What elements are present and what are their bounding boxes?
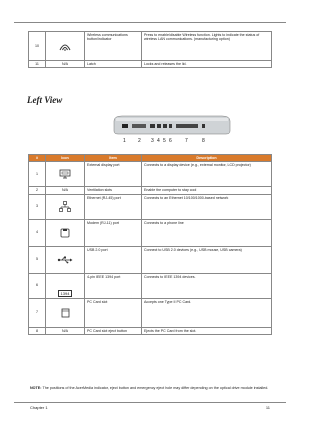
callout-6: 6 — [169, 138, 172, 144]
note-text: The positions of the AcerMedia indicator, eject button and emergency eject hole may differ depending on the optical drive module installed. — [42, 386, 269, 390]
pc-card-icon — [46, 298, 85, 327]
item-label: External display port — [85, 162, 142, 187]
row-number: 8 — [29, 327, 46, 334]
row-number: 11 — [29, 61, 46, 68]
callout-7: 7 — [185, 138, 188, 144]
item-description: Locks and releases the lid. — [142, 61, 272, 68]
row-number: 3 — [29, 194, 46, 219]
row-number: 6 — [29, 273, 46, 298]
item-label: Wireless communications button/indicator — [85, 32, 142, 61]
item-label: Latch — [85, 61, 142, 68]
item-description: Ejects the PC Card from the slot. — [142, 327, 272, 334]
item-label: 4-pin IEEE 1394 port — [85, 273, 142, 298]
callout-4: 4 — [157, 138, 160, 144]
item-label: USB 2.0 port — [85, 246, 142, 273]
row-number: 2 — [29, 187, 46, 194]
item-description: Connects to a phone line — [142, 219, 272, 246]
item-label: Ventilation slots — [85, 187, 142, 194]
callout-8: 8 — [202, 138, 205, 144]
header-item: Item — [85, 155, 142, 162]
table-row — [29, 61, 272, 68]
ethernet-icon — [46, 194, 85, 219]
table-row — [29, 32, 272, 61]
laptop-left-view-image — [110, 111, 232, 145]
item-description: Accepts one Type II PC Card. — [142, 298, 272, 327]
section-title: Left View — [27, 95, 63, 105]
header-icon: Icon — [46, 155, 85, 162]
table-row — [29, 246, 272, 273]
bottom-rule — [14, 402, 286, 403]
ieee1394-icon — [46, 273, 85, 298]
top-rule — [14, 22, 286, 23]
item-label: Modem (RJ-11) port — [85, 219, 142, 246]
header-description: Description — [142, 155, 272, 162]
footer-chapter: Chapter 1 — [30, 405, 48, 410]
modem-icon — [46, 219, 85, 246]
row-number: 5 — [29, 246, 46, 273]
row-number: 7 — [29, 298, 46, 327]
callout-3: 3 — [151, 138, 154, 144]
table-row — [29, 162, 272, 187]
item-label: PC Card slot eject button — [85, 327, 142, 334]
table-row — [29, 187, 272, 194]
item-description: Connect to USB 2.0 devices (e.g., USB mouse, USB camera) — [142, 246, 272, 273]
table-row — [29, 273, 272, 298]
footer-page-number: 11 — [265, 405, 270, 410]
row-number: 1 — [29, 162, 46, 187]
header-number: # — [29, 155, 46, 162]
icon-na: N/A — [46, 327, 85, 334]
callout-1: 1 — [123, 138, 126, 144]
row-number: 10 — [29, 32, 46, 61]
row-number: 4 — [29, 219, 46, 246]
item-description: Press to enable/disable Wireless function. Lights to indicate the status of wireless LAN communications. (manufacturing option) — [142, 32, 272, 61]
top-table — [28, 31, 272, 68]
item-description: Connects to IEEE 1394 devices. — [142, 273, 272, 298]
item-description: Enable the computer to stay cool — [142, 187, 272, 194]
note — [30, 386, 276, 391]
external-display-icon — [46, 162, 85, 187]
table-header-row — [29, 155, 272, 162]
icon-na: N/A — [46, 61, 85, 68]
table-row — [29, 298, 272, 327]
item-label: Ethernet (RJ-45) port — [85, 194, 142, 219]
icon-na: N/A — [46, 187, 85, 194]
item-description: Connects to an Ethernet 10/100/1000-based network — [142, 194, 272, 219]
wireless-icon — [46, 32, 85, 61]
table-row — [29, 327, 272, 334]
ieee1394-label: 1394 — [58, 290, 73, 297]
item-label: PC Card slot — [85, 298, 142, 327]
usb-icon — [46, 246, 85, 273]
callout-5: 5 — [163, 138, 166, 144]
note-label: NOTE: — [30, 386, 42, 390]
table-row — [29, 194, 272, 219]
table-row — [29, 219, 272, 246]
callout-2: 2 — [138, 138, 141, 144]
left-view-table — [28, 154, 272, 335]
item-description: Connects to a display device (e.g., external monitor, LCD projector) — [142, 162, 272, 187]
